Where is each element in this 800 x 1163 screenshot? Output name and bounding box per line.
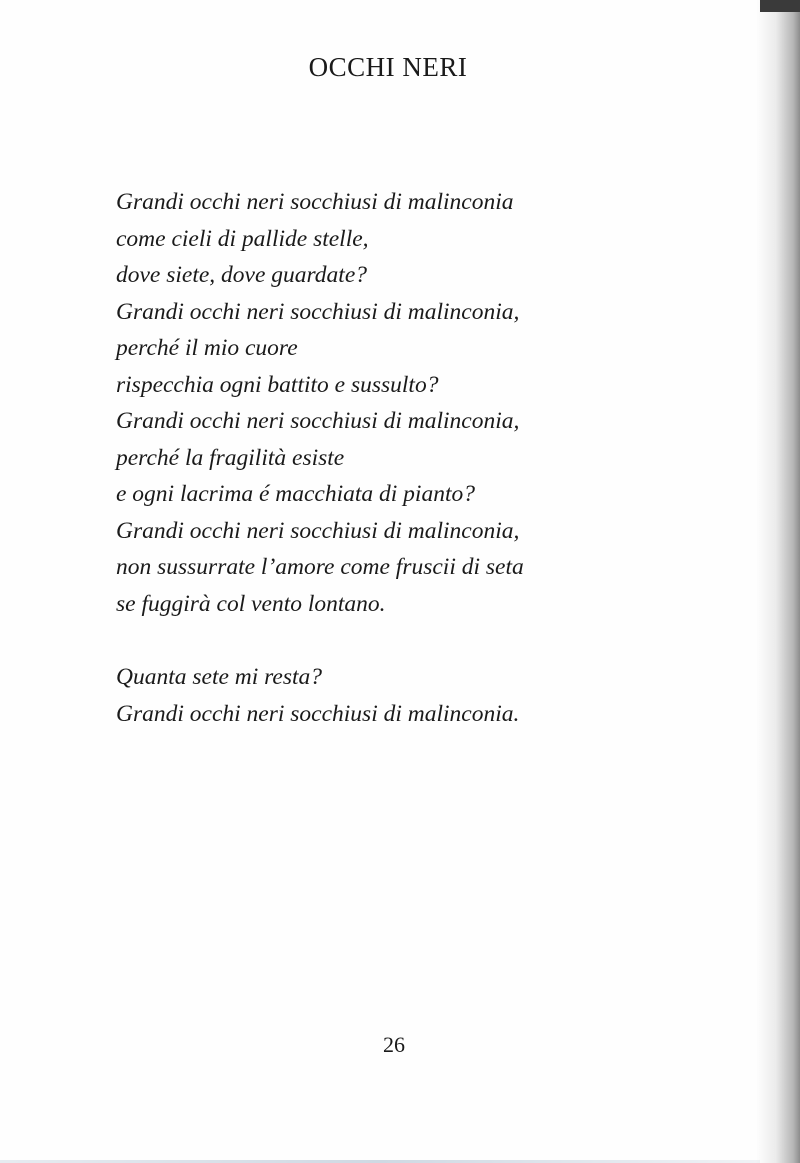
poem-line: come cieli di pallide stelle, xyxy=(116,225,369,252)
poem-line: se fuggirà col vento lontano. xyxy=(116,590,386,617)
poem-line: Grandi occhi neri socchiusi di malinconia xyxy=(116,189,514,215)
poem-line: perché la fragilità esiste xyxy=(116,444,345,471)
poem-line: dove siete, dove guardate? xyxy=(116,262,368,288)
poem-line: Grandi occhi neri socchiusi di malinconia, xyxy=(116,517,520,544)
poem-line: Grandi occhi neri socchiusi di malinconia, xyxy=(116,408,520,434)
poem-line: Quanta sete mi resta? xyxy=(116,664,323,690)
poem-stanza-1 xyxy=(116,184,524,622)
poem-title: OCCHI NERI xyxy=(308,52,468,82)
poem-stanza-2 xyxy=(116,659,519,732)
page-edge-shadow xyxy=(756,0,800,1163)
page-edge-corner xyxy=(760,0,800,12)
poem-line: non sussurrate l’amore come fruscii di seta xyxy=(116,554,524,580)
poem-line: rispecchia ogni battito e sussulto? xyxy=(116,371,439,398)
poem-line: e ogni lacrima é macchiata di pianto? xyxy=(116,481,475,507)
page-number: 26 xyxy=(383,1032,405,1057)
poem-line: Grandi occhi neri socchiusi di malinconia. xyxy=(116,700,520,727)
poem-line: perché il mio cuore xyxy=(116,335,298,361)
poem-line: Grandi occhi neri socchiusi di malinconia, xyxy=(116,298,520,325)
